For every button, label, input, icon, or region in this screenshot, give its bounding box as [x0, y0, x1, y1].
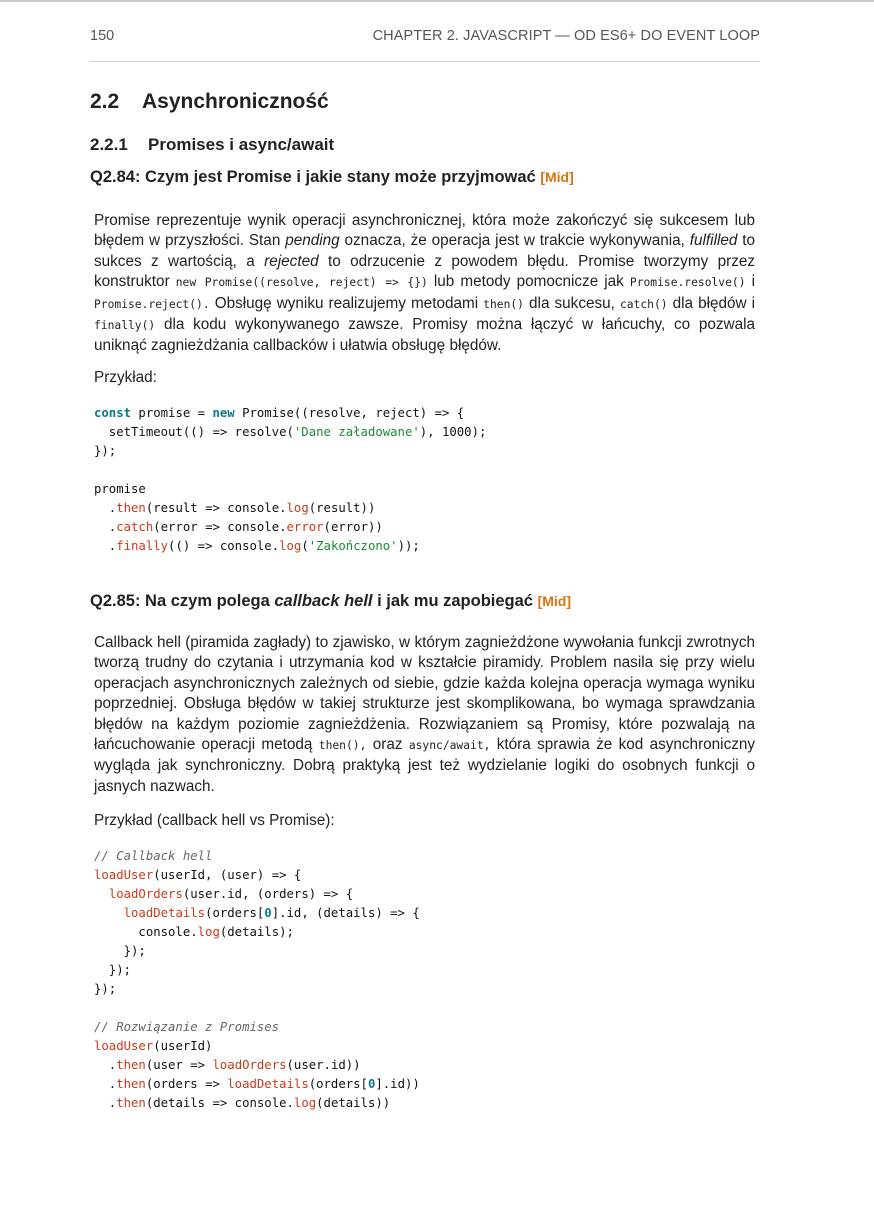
inline-code: then(),: [318, 739, 367, 753]
code-comment: // Callback hell: [94, 849, 213, 863]
state-pending: pending: [285, 232, 340, 250]
code-function: loadDetails: [123, 906, 206, 920]
question-title-emphasis: callback hell: [274, 592, 373, 610]
example-label: Przykład (callback hell vs Promise):: [94, 812, 335, 829]
code-method: finally: [116, 539, 169, 553]
inline-code: Promise.reject().: [94, 297, 210, 311]
question-id: Q2.85:: [90, 592, 141, 610]
page-number: 150: [90, 28, 115, 44]
answer-text: lub metody pomocnicze jak: [433, 273, 624, 291]
code-string: 'Zakończono': [308, 539, 398, 553]
running-header: [90, 28, 760, 48]
code-method: then: [116, 1058, 146, 1072]
answer-text: Promise reprezentuje wynik operacji asynchronicznej, która może zakończyć się sukcesem lub błędem w przyszłości. Stan: [94, 212, 755, 250]
code-method: log: [279, 539, 302, 553]
answer-paragraph: [94, 633, 755, 797]
inline-code: catch(): [619, 297, 668, 311]
code-number: 0: [264, 906, 272, 920]
code-string: 'Dane załadowane': [293, 425, 420, 439]
subsection-title: Promises i async/await: [148, 135, 335, 154]
inline-code: new Promise((resolve, reject) => {}): [175, 276, 428, 290]
subsection-heading: [90, 135, 334, 155]
question-heading: [90, 168, 574, 187]
code-method: then: [116, 1096, 146, 1110]
subsection-number: 2.2.1: [90, 135, 128, 154]
code-method: error: [286, 520, 324, 534]
code-method: then: [116, 1077, 146, 1091]
code-function: loadOrders: [212, 1058, 287, 1072]
code-block: const promise = new Promise((resolve, reject) => { setTimeout(() => resolve('Dane załadowane'), 1000); }); promise .then(result => console.log(result)) .catch(error => console.error(error)) .finally(() => console.log('Zakończono'));: [94, 406, 487, 553]
answer-text: dla błędów i: [672, 294, 756, 312]
answer-text: Callback hell (piramida zagłady) to zjawisko, w którym zagnieżdżone wywołania funkcji zwrotnych tworzą trudny do czytania i utrzymania kod w kształcie piramidy. Problem nasila się przy wielu operacjach asynchronicznych zależnych od siebie, gdzie każda kolejna operacja wymaga wyniku poprzedniej. Obsługa błędów w takiej strukturze jest skomplikowana, bo wymaga sprawdzania błędów na każdym poziomie zagnieżdżenia. Rozwiązaniem są Promisy, które pozwalają na łańcuchowanie operacji metodą: [94, 634, 755, 754]
code-function: loadUser: [94, 1039, 154, 1053]
top-border: [0, 0, 874, 2]
question-title: Czym jest Promise i jakie stany może przyjmować: [145, 168, 536, 186]
level-badge: [Mid]: [537, 593, 572, 609]
answer-text: dla sukcesu,: [529, 294, 615, 312]
section-heading: [90, 90, 329, 114]
code-keyword: const: [94, 406, 132, 420]
question-title: Na czym polega: [145, 592, 270, 610]
answer-text: i: [751, 273, 755, 291]
code-method: log: [286, 501, 309, 515]
answer-text: Obsługę wyniku realizujemy metodami: [214, 294, 479, 312]
code-method: log: [197, 925, 220, 939]
question-title: i jak mu zapobiegać: [377, 592, 533, 610]
code-method: catch: [116, 520, 154, 534]
code-number: 0: [367, 1077, 376, 1091]
code-function: loadOrders: [108, 887, 183, 901]
answer-text: to sukces z wartością, a: [94, 232, 756, 270]
answer-text: oznacza, że operacja jest w trakcie wykonywania,: [344, 232, 685, 250]
inline-code: finally(): [94, 319, 156, 333]
code-keyword: new: [212, 406, 235, 420]
code-block: // Callback hell loadUser(userId, (user) => { loadOrders(user.id, (orders) => { loadDetails(orders[0].id, (details) => { console.log(details); }); }); }); // Rozwiązanie z Promises loadUser(userId) .then(user => loadOrders(user.id)) .then(orders => loadDetails(orders[0].id)) .then(details => console.log(details)): [94, 849, 420, 1110]
answer-text: oraz: [372, 736, 403, 754]
state-fulfilled: fulfilled: [689, 232, 738, 250]
code-method: then: [116, 501, 146, 515]
code-function: loadUser: [94, 868, 154, 882]
question-heading: [90, 592, 571, 611]
level-badge: [Mid]: [540, 169, 574, 185]
answer-text: dla kodu wykonywanego zawsze. Promisy można łączyć w łańcuchy, co pozwala uniknąć zagnieżdżania callbacków i ułatwia obsługę błędów.: [94, 316, 755, 355]
example-label: Przykład:: [94, 369, 157, 386]
code-comment: // Rozwiązanie z Promises: [94, 1020, 280, 1034]
code-function: loadDetails: [227, 1077, 309, 1091]
header-rule: [90, 61, 760, 62]
chapter-title: CHAPTER 2. JAVASCRIPT — OD ES6+ DO EVENT LOOP: [372, 28, 760, 44]
inline-code: Promise.resolve(): [629, 276, 746, 290]
section-number: 2.2: [90, 90, 120, 113]
state-rejected: rejected: [264, 252, 319, 270]
code-method: log: [293, 1096, 317, 1110]
inline-code: async/await,: [408, 739, 491, 753]
answer-text: to odrzucenie z powodem błędu. Promise tworzymy przez konstruktor: [94, 252, 756, 291]
answer-text: która sprawia że kod asynchroniczny wygląda jak synchroniczny. Dobrą praktyką jest też wydzielanie logiki do osobnych funkcji o jasnych nazwach.: [94, 736, 756, 795]
answer-paragraph: [94, 211, 755, 357]
inline-code: then(): [483, 297, 524, 311]
section-title: Asynchroniczność: [142, 90, 329, 113]
question-id: Q2.84:: [90, 168, 141, 186]
